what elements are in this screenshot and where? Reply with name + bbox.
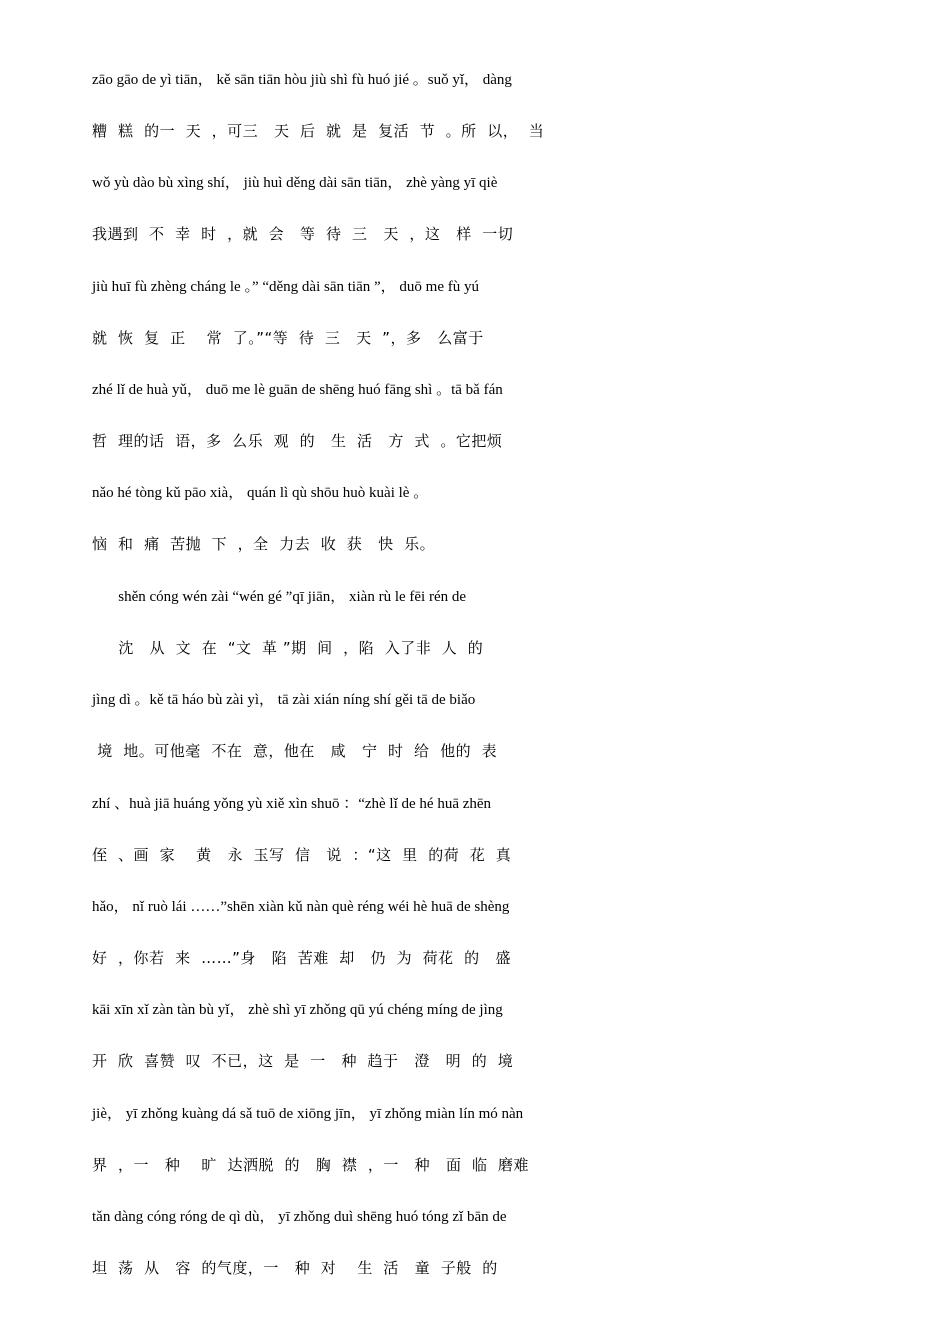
chinese-line: 开 欣 喜赞 叹 不已，这 是 一 种 趋于 澄 明 的 境 [92, 1052, 514, 1070]
pinyin-line: jìng dì 。kě tā háo bù zài yì， tā zài xián níng shí gěi tā de biǎo [92, 692, 476, 708]
chinese-line: 恼 和 痛 苦抛 下 ，全 力去 收 获 快 乐。 [92, 535, 436, 553]
pinyin-line: wǒ yù dào bù xìng shí， jiù huì děng dài sān tiān， zhè yàng yī qiè [92, 175, 498, 191]
pinyin-line: jiè， yī zhǒng kuàng dá sǎ tuō de xiōng jīn， yī zhǒng miàn lín mó nàn [92, 1106, 524, 1122]
chinese-line: 哲 理的话 语，多 么乐 观 的 生 活 方 式 。它把烦 [92, 432, 503, 450]
pinyin-line: shěn cóng wén zài “wén gé ”qī jiān， xiàn rù le fēi rén de [92, 589, 467, 605]
chinese-line: 界 ，一 种 旷 达洒脱 的 胸 襟 ，一 种 面 临 磨难 [92, 1156, 530, 1174]
pinyin-line: nǎo hé tòng kǔ pāo xià， quán lì qù shōu huò kuài lè 。 [92, 485, 429, 501]
chinese-line: 糟 糕 的一 天 ，可三 天 后 就 是 复活 节 。所 以， 当 [92, 122, 545, 140]
chinese-line: 好 ，你若 来 ……”身 陷 苦难 却 仍 为 荷花 的 盛 [92, 949, 511, 967]
chinese-line: 侄 、画 家 黄 永 玉写 信 说 ：“这 里 的荷 花 真 [92, 846, 512, 864]
pinyin-line: kāi xīn xǐ zàn tàn bù yǐ， zhè shì yī zhǒng qū yú chéng míng de jìng [92, 1002, 503, 1018]
pinyin-line: hǎo， nǐ ruò lái ……”shēn xiàn kǔ nàn què réng wéi hè huā de shèng [92, 899, 510, 915]
chinese-line: 沈 从 文 在 “文 革 ”期 间 ，陷 入了非 人 的 [92, 639, 484, 657]
chinese-line: 境 地。可他毫 不在 意，他在 咸 宁 时 给 他的 表 [92, 742, 498, 760]
chinese-line: 就 恢 复 正 常 了。”“等 待 三 天 ”，多 么富于 [92, 329, 484, 347]
pinyin-line: tǎn dàng cóng róng de qì dù， yī zhǒng duì shēng huó tóng zǐ bān de [92, 1209, 507, 1225]
pinyin-line: zāo gāo de yì tiān， kě sān tiān hòu jiù shì fù huó jié 。suǒ yǐ， dàng [92, 72, 512, 88]
pinyin-line: zhé lǐ de huà yǔ， duō me lè guān de shēng huó fāng shì 。tā bǎ fán [92, 382, 503, 398]
chinese-line: 坦 荡 从 容 的气度，一 种 对 生 活 童 子般 的 [92, 1259, 498, 1277]
pinyin-line: zhí 、huà jiā huáng yǒng yù xiě xìn shuō ：“zhè lǐ de hé huā zhēn [92, 796, 492, 812]
chinese-line: 我遇到 不 幸 时 ，就 会 等 待 三 天 ，这 样 一切 [92, 225, 514, 243]
pinyin-line: jiù huī fù zhèng cháng le 。” “děng dài sān tiān ”， duō me fù yú [92, 279, 479, 295]
